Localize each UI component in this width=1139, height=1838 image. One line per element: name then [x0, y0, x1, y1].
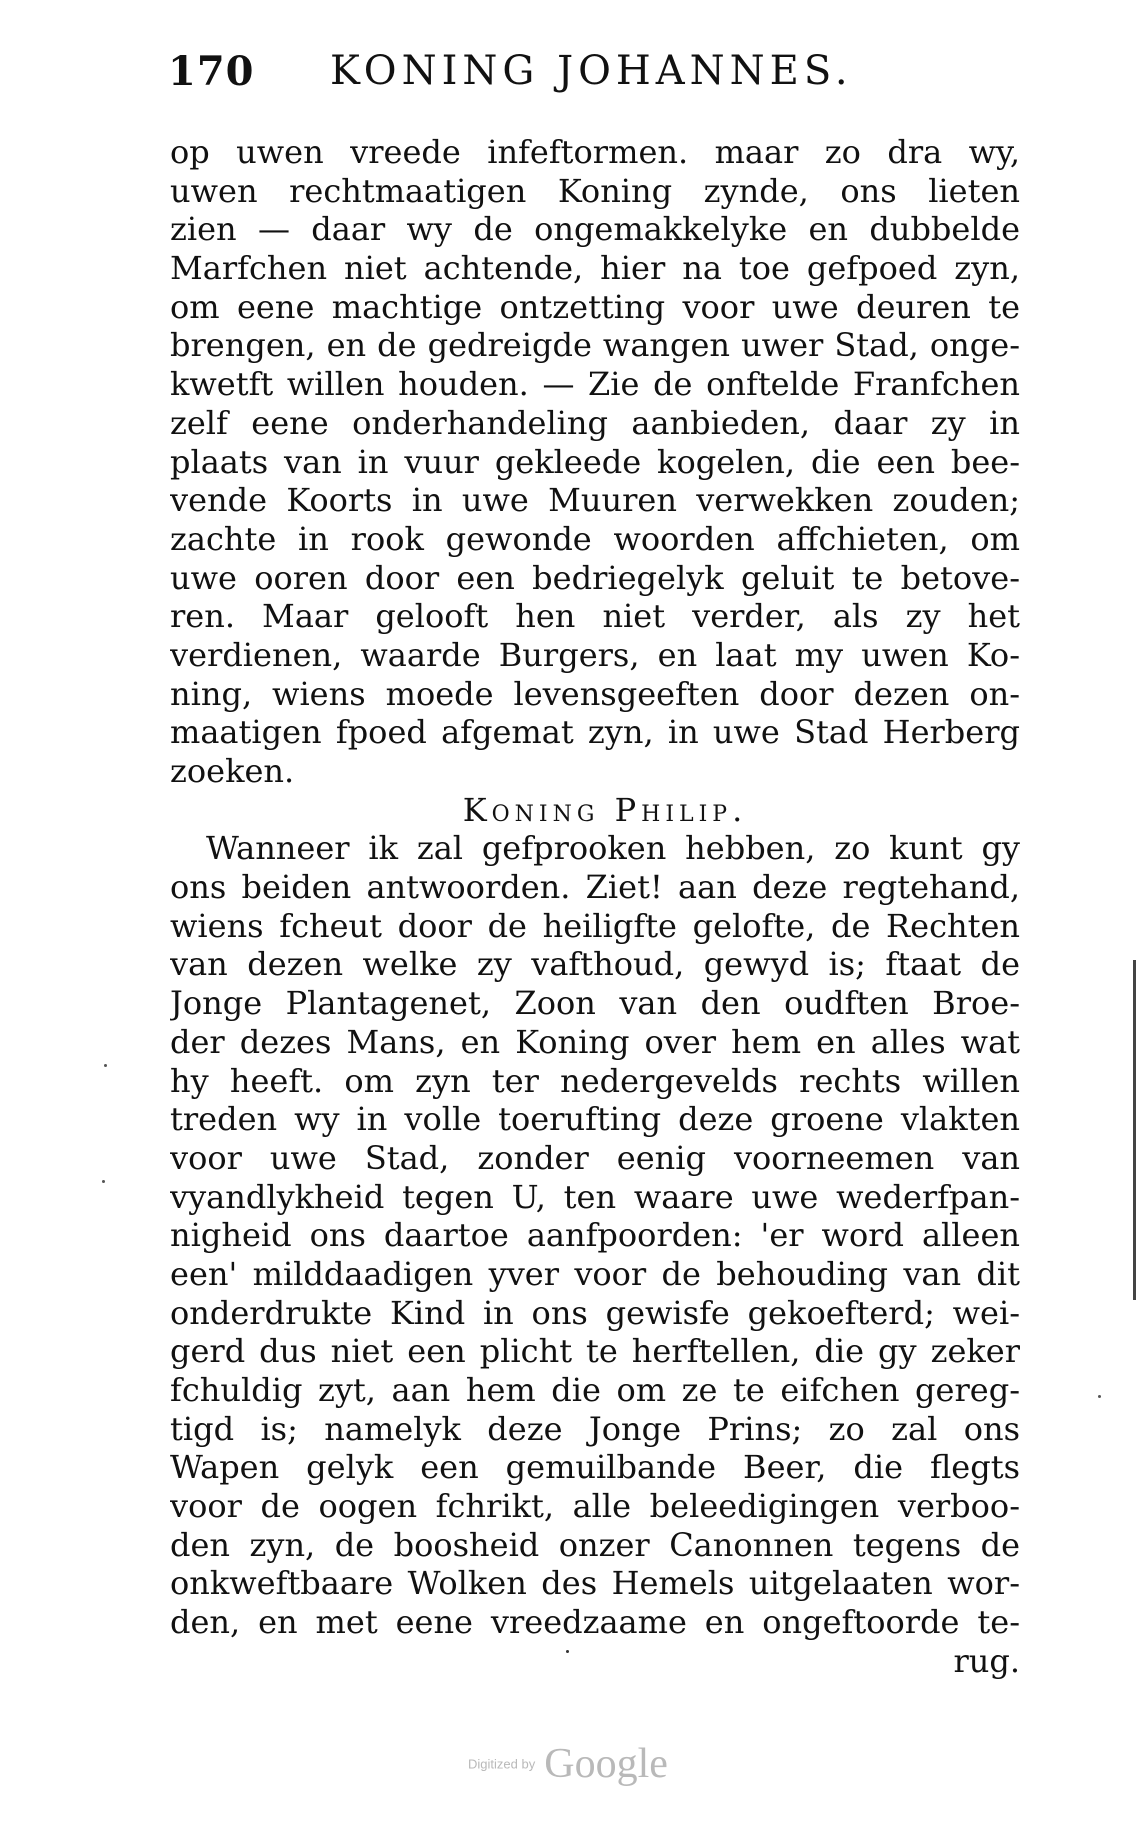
- ink-speck: [104, 1064, 107, 1067]
- text-line: zachte in rook gewonde woorden affchieten, om: [170, 519, 1020, 558]
- digitized-watermark: [468, 1740, 668, 1788]
- text-line: ning, wiens moede levensgeeften door dezen on-: [170, 674, 1020, 713]
- text-line: wiens fcheut door de heiligfte gelofte, de Rechten: [170, 906, 1020, 945]
- text-line: voor uwe Stad, zonder eenig voorneemen van: [170, 1138, 1020, 1177]
- text-line: Wanneer ik zal gefprooken hebben, zo kunt gy: [206, 829, 1020, 868]
- watermark-brand: Google: [544, 1741, 668, 1787]
- text-line: nigheid ons daartoe aanfpoorden: 'er word alleen: [170, 1216, 1020, 1255]
- text-line: den zyn, de boosheid onzer Canonnen tegens de: [170, 1525, 1020, 1564]
- text-line: vyandlykheid tegen U, ten waare uwe wederfpan-: [170, 1177, 1020, 1216]
- text-line: zelf eene onderhandeling aanbieden, daar zy in: [170, 403, 1020, 442]
- text-line: den, en met eene vreedzaame en ongeftoorde te-: [170, 1603, 1020, 1642]
- text-line: verdienen, waarde Burgers, en laat my uwen Ko-: [170, 635, 1020, 674]
- text-line: fchuldig zyt, aan hem die om ze te eifchen gereg-: [170, 1371, 1020, 1409]
- text-line: plaats van in vuur gekleede kogelen, die een bee-: [170, 442, 1020, 481]
- body-text: [170, 133, 1020, 1681]
- text-line: tigd is; namelyk deze Jonge Prins; zo zal ons: [170, 1409, 1020, 1448]
- text-line: zien — daar wy de ongemakkelyke en dubbelde: [170, 210, 1020, 249]
- text-line: Wapen gelyk een gemuilbande Beer, die flegts: [170, 1448, 1020, 1487]
- text-line: kwetft willen houden. — Zie de onftelde Franfchen: [170, 365, 1020, 404]
- page-edge-line: [1133, 960, 1136, 1300]
- text-line: maatigen fpoed afgemat zyn, in uwe Stad Herberg: [170, 713, 1020, 752]
- page-number: 170: [168, 48, 255, 95]
- text-line: uwen rechtmaatigen Koning zynde, ons lieten: [170, 171, 1020, 210]
- text-line: een' milddaadigen yver voor de behouding van dit: [170, 1254, 1020, 1293]
- text-line: gerd dus niet een plicht te herftellen, die gy zeker: [170, 1332, 1020, 1371]
- text-line: zoeken.: [170, 752, 295, 790]
- text-line: voor de oogen fchrikt, alle beleedigingen verboo-: [170, 1487, 1020, 1526]
- text-line: uwe ooren door een bedriegelyk geluit te betove-: [170, 558, 1020, 597]
- text-line: onkweftbaare Wolken des Hemels uitgelaaten wor-: [170, 1564, 1020, 1603]
- text-line: Jonge Plantagenet, Zoon van den oudften Broe-: [170, 984, 1020, 1023]
- watermark-small-text: Digitized by: [468, 1756, 536, 1772]
- text-line: om eene machtige ontzetting voor uwe deuren te: [170, 287, 1020, 326]
- text-line: brengen, en de gedreigde wangen uwer Stad, onge-: [170, 326, 1020, 365]
- text-line: ren. Maar gelooft hen niet verder, als zy het: [170, 597, 1020, 636]
- text-line: hy heeft. om zyn ter nedergevelds rechts willen: [170, 1061, 1020, 1100]
- text-line: van dezen welke zy vafthoud, gewyd is; ftaat de: [170, 945, 1020, 984]
- text-line: vende Koorts in uwe Muuren verwekken zouden;: [170, 481, 1020, 520]
- catchword: rug.: [953, 1641, 1020, 1680]
- ink-speck: [566, 1650, 569, 1653]
- text-line: Marfchen niet achtende, hier na toe gefpoed zyn,: [170, 249, 1020, 288]
- ink-speck: [102, 1180, 105, 1183]
- text-line: op uwen vreede infeftormen. maar zo dra wy,: [170, 133, 1020, 171]
- running-title: KONING JOHANNES.: [330, 48, 853, 94]
- text-line: ons beiden antwoorden. Ziet! aan deze regtehand,: [170, 868, 1020, 907]
- text-line: der dezes Mans, en Koning over hem en alles wat: [170, 1022, 1020, 1061]
- text-line: treden wy in volle toerufting deze groene vlakten: [170, 1100, 1020, 1139]
- speaker-heading: Koning Philip.: [462, 790, 748, 829]
- ink-speck: [1098, 1395, 1101, 1398]
- text-line: onderdrukte Kind in ons gewisfe gekoefterd; wei-: [170, 1293, 1020, 1332]
